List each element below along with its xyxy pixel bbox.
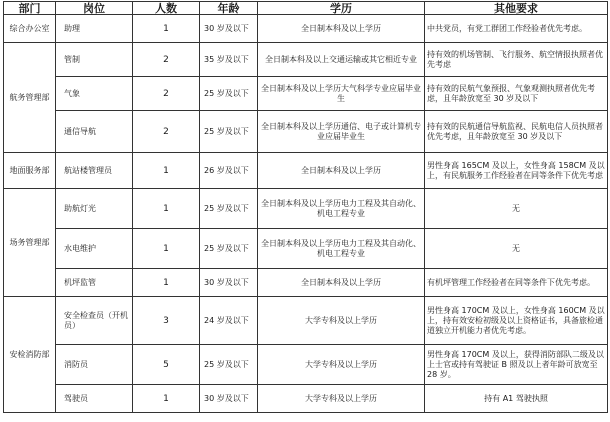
header-position: 岗位 xyxy=(56,2,133,15)
education-cell: 全日制本科及以上学历 xyxy=(258,15,425,43)
recruitment-document xyxy=(3,1,607,420)
position-cell: 驾驶员 xyxy=(56,385,133,413)
requirements-cell: 持有效的民航气象预报、气象观测执照者优先考虑，且年龄放宽至 30 岁及以下 xyxy=(425,77,608,111)
age-cell: 25 岁及以下 xyxy=(200,189,258,229)
table-row xyxy=(4,15,608,43)
position-cell: 助理 xyxy=(56,15,133,43)
count-cell: 1 xyxy=(133,229,200,269)
age-cell: 30 岁及以下 xyxy=(200,269,258,297)
table-row xyxy=(4,269,608,297)
requirements-cell: 男性身高 170CM 及以上，女性身高 160CM 及以上，持有效安检初级及以上资格证书，具备旅检通道独立开机能力者优先考虑。 xyxy=(425,297,608,345)
header-other-requirements: 其他要求 xyxy=(425,2,608,15)
dept-cell: 场务管理部 xyxy=(4,189,56,297)
education-cell: 全日制本科及以上学历电力工程及其自动化、机电工程专业 xyxy=(258,229,425,269)
table-row xyxy=(4,153,608,189)
table-header-row xyxy=(4,2,608,15)
position-cell: 通信导航 xyxy=(56,111,133,153)
position-cell: 消防员 xyxy=(56,345,133,385)
dept-cell: 综合办公室 xyxy=(4,15,56,43)
requirements-cell: 无 xyxy=(425,189,608,229)
education-cell: 全日制本科及以上学历 xyxy=(258,269,425,297)
requirements-cell: 无 xyxy=(425,229,608,269)
header-age: 年龄 xyxy=(200,2,258,15)
requirements-cell: 持有 A1 驾驶执照 xyxy=(425,385,608,413)
age-cell: 25 岁及以下 xyxy=(200,345,258,385)
position-cell: 水电维护 xyxy=(56,229,133,269)
education-cell: 全日制本科及以上学历 xyxy=(258,153,425,189)
education-cell: 全日制本科及以上学历大气科学专业应届毕业生 xyxy=(258,77,425,111)
age-cell: 30 岁及以下 xyxy=(200,15,258,43)
count-cell: 1 xyxy=(133,15,200,43)
position-cell: 气象 xyxy=(56,77,133,111)
header-education: 学历 xyxy=(258,2,425,15)
table-row xyxy=(4,111,608,153)
education-cell: 全日制本科及以上学历电力工程及其自动化、机电工程专业 xyxy=(258,189,425,229)
count-cell: 1 xyxy=(133,189,200,229)
age-cell: 25 岁及以下 xyxy=(200,229,258,269)
education-cell: 全日制本科及以上学历通信、电子或计算机专业应届毕业生 xyxy=(258,111,425,153)
position-cell: 机坪监管 xyxy=(56,269,133,297)
requirements-cell: 男性身高 165CM 及以上，女性身高 158CM 及以上，有民航服务工作经验者在同等条件下优先考虑 xyxy=(425,153,608,189)
dept-cell: 地面服务部 xyxy=(4,153,56,189)
table-row xyxy=(4,345,608,385)
education-cell: 大学专科及以上学历 xyxy=(258,297,425,345)
dept-cell: 航务管理部 xyxy=(4,43,56,153)
age-cell: 25 岁及以下 xyxy=(200,77,258,111)
requirements-cell: 男性身高 170CM 及以上，获得消防部队二级及以上士官或持有驾驶证 B 照及以上者年龄可放宽至 28 岁。 xyxy=(425,345,608,385)
count-cell: 1 xyxy=(133,385,200,413)
header-count: 人数 xyxy=(133,2,200,15)
count-cell: 2 xyxy=(133,43,200,77)
position-cell: 管制 xyxy=(56,43,133,77)
requirements-cell: 中共党员，有党工群团工作经验者优先考虑。 xyxy=(425,15,608,43)
table-row xyxy=(4,77,608,111)
table-row xyxy=(4,43,608,77)
header-dept: 部门 xyxy=(4,2,56,15)
table-row xyxy=(4,297,608,345)
age-cell: 30 岁及以下 xyxy=(200,385,258,413)
position-cell: 助航灯光 xyxy=(56,189,133,229)
count-cell: 2 xyxy=(133,77,200,111)
recruitment-table xyxy=(3,1,608,413)
dept-cell: 安检消防部 xyxy=(4,297,56,413)
table-row xyxy=(4,189,608,229)
count-cell: 1 xyxy=(133,153,200,189)
age-cell: 26 岁及以下 xyxy=(200,153,258,189)
position-cell: 安全检查员（开机员） xyxy=(56,297,133,345)
count-cell: 5 xyxy=(133,345,200,385)
count-cell: 1 xyxy=(133,269,200,297)
age-cell: 35 岁及以下 xyxy=(200,43,258,77)
count-cell: 3 xyxy=(133,297,200,345)
age-cell: 24 岁及以下 xyxy=(200,297,258,345)
requirements-cell: 持有效的民航通信导航监视、民航电信人员执照者优先考虑，且年龄放宽至 30 岁及以下 xyxy=(425,111,608,153)
requirements-cell: 持有效的机场管制、飞行服务、航空情报执照者优先考虑 xyxy=(425,43,608,77)
education-cell: 全日制本科及以上交通运输或其它相近专业 xyxy=(258,43,425,77)
table-row xyxy=(4,385,608,413)
table-row xyxy=(4,229,608,269)
education-cell: 大学专科及以上学历 xyxy=(258,345,425,385)
age-cell: 25 岁及以下 xyxy=(200,111,258,153)
position-cell: 航站楼管理员 xyxy=(56,153,133,189)
education-cell: 大学专科及以上学历 xyxy=(258,385,425,413)
requirements-cell: 有机坪管理工作经验者在同等条件下优先考虑。 xyxy=(425,269,608,297)
count-cell: 2 xyxy=(133,111,200,153)
